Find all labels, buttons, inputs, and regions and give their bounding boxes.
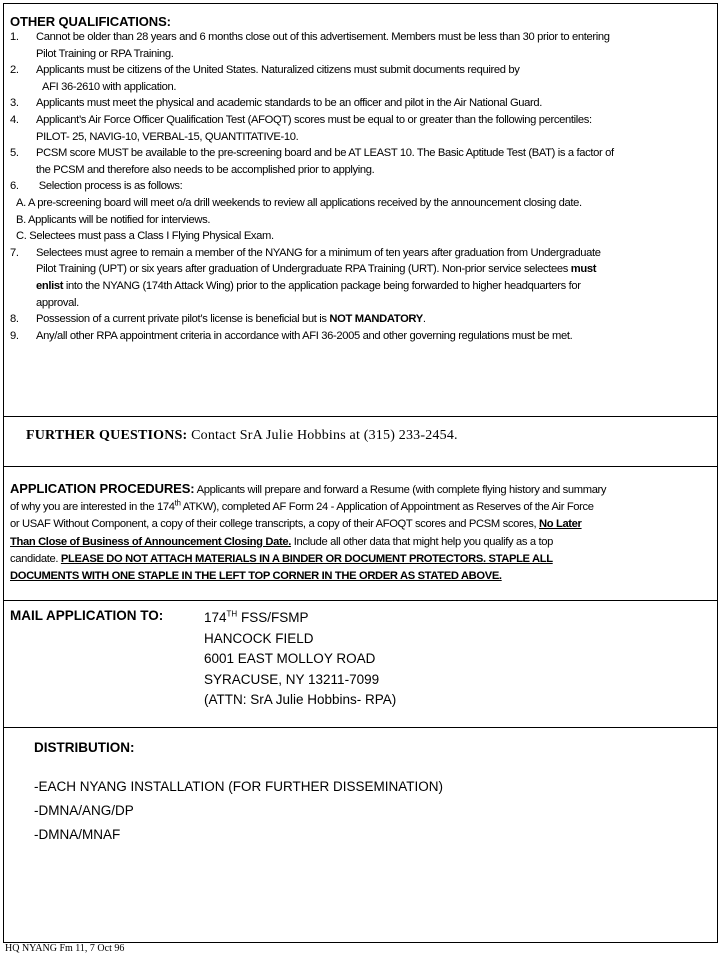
qualification-item-6b: B. Applicants will be notified for interviews. [16, 213, 211, 226]
qualification-item-3: 3. Applicants must meet the physical and academic standards to be an officer and pilot in the Air National Guard. [10, 97, 543, 110]
address-line-3: 6001 EAST MOLLOY ROAD [204, 651, 376, 666]
qualifications-title: OTHER QUALIFICATIONS: [10, 14, 171, 29]
application-line-5: candidate. PLEASE DO NOT ATTACH MATERIALS IN A BINDER OR DOCUMENT PROTECTORS. STAPLE ALL [10, 552, 553, 565]
address-line-4: SYRACUSE, NY 13211-7099 [204, 671, 380, 687]
qualification-item-4: 4. Applicant’s Air Force Officer Qualification Test (AFOQT) scores must be equal to or greater than the following percentiles: [10, 113, 592, 126]
address-line-5: (ATTN: SrA Julie Hobbins- RPA) [204, 692, 397, 707]
address-line-2: HANCOCK FIELD [204, 630, 314, 646]
application-line-1: APPLICATION PROCEDURES: Applicants will prepare and forward a Resume (with complete flying history and summary [10, 481, 607, 496]
application-line-3: or USAF Without Component, a copy of their college transcripts, a copy of their AFOQT scores and PCSM scores, No Later [10, 518, 582, 531]
qualification-item-9: 9. Any/all other RPA appointment criteria in accordance with AFI 36-2005 and other governing regulations must be met. [10, 329, 573, 342]
application-line-4: Than Close of Business of Announcement Closing Date. Include all other data that might help you qualify as a top [10, 535, 553, 548]
qualification-item-6: 6. Selection process is as follows: [10, 180, 183, 193]
qualification-item-2-cont: AFI 36-2610 with application. [42, 80, 177, 93]
qualification-item-7: 7. Selectees must agree to remain a member of the NYANG for a minimum of ten years after graduation from Undergraduate [10, 246, 601, 259]
application-procedures-section [4, 480, 717, 585]
further-questions-section [4, 428, 717, 444]
divider [4, 466, 717, 467]
further-questions-label: FURTHER QUESTIONS: [26, 428, 188, 443]
qualification-item-6c: C. Selectees must pass a Class I Flying Physical Exam. [16, 230, 274, 243]
qualification-item-4-cont: PILOT- 25, NAVIG-10, VERBAL-15, QUANTITATIVE-10. [36, 130, 299, 143]
mailing-address [204, 608, 396, 711]
qualification-item-7-cont2: enlist into the NYANG (174th Attack Wing) prior to the application package being forwarded to higher headquarters for [36, 279, 581, 292]
distribution-item: -DMNA/ANG/DP [34, 803, 134, 818]
application-line-6: DOCUMENTS WITH ONE STAPLE IN THE LEFT TOP CORNER IN THE ORDER AS STATED ABOVE. [10, 570, 502, 583]
mail-application-label: MAIL APPLICATION TO: [10, 608, 164, 623]
qualification-item-5-cont: the PCSM and therefore also needs to be accomplished prior to applying. [36, 163, 375, 176]
divider [4, 600, 717, 601]
form-footer: HQ NYANG Fm 11, 7 Oct 96 [5, 943, 125, 954]
qualification-item-7-cont3: approval. [36, 296, 79, 309]
address-line-1: 174TH FSS/FSMP [204, 609, 309, 625]
further-questions-text: Contact SrA Julie Hobbins at (315) 233-2454. [187, 428, 458, 443]
application-line-2: of why you are interested in the 174th ATKW), completed AF Form 24 - Application of Appointment as Reserves of the Air Force [10, 498, 594, 514]
distribution-title: DISTRIBUTION: [34, 740, 135, 755]
qualification-item-5: 5. PCSM score MUST be available to the pre-screening board and be AT LEAST 10. The Basic Aptitude Test (BAT) is a factor of [10, 147, 614, 160]
qualification-item-6a: A. A pre-screening board will meet o/a drill weekends to review all applications received by the announcement closing date. [16, 196, 582, 209]
application-procedures-label: APPLICATION PROCEDURES: [10, 481, 195, 496]
qualification-item-7-cont1: Pilot Training (UPT) or six years after graduation of Undergraduate RPA Training (URT). Non-prior service selectees must [36, 263, 597, 276]
divider [4, 727, 717, 728]
form-frame [3, 3, 718, 943]
distribution-item: -EACH NYANG INSTALLATION (FOR FURTHER DISSEMINATION) [34, 779, 444, 794]
distribution-item: -DMNA/MNAF [34, 827, 121, 842]
qualification-item-8: 8. Possession of a current private pilot’s license is beneficial but is NOT MANDATORY. [10, 313, 426, 326]
other-qualifications-section [4, 14, 717, 344]
qualification-item-1: 1. Cannot be older than 28 years and 6 months close out of this advertisement. Members must be less than 30 prior to entering [10, 31, 610, 43]
distribution-section [4, 740, 717, 847]
qualification-item-2: 2. Applicants must be citizens of the United States. Naturalized citizens must submit documents required by [10, 64, 520, 77]
divider [4, 416, 717, 417]
qualification-item-1-cont: Pilot Training or RPA Training. [36, 47, 174, 60]
